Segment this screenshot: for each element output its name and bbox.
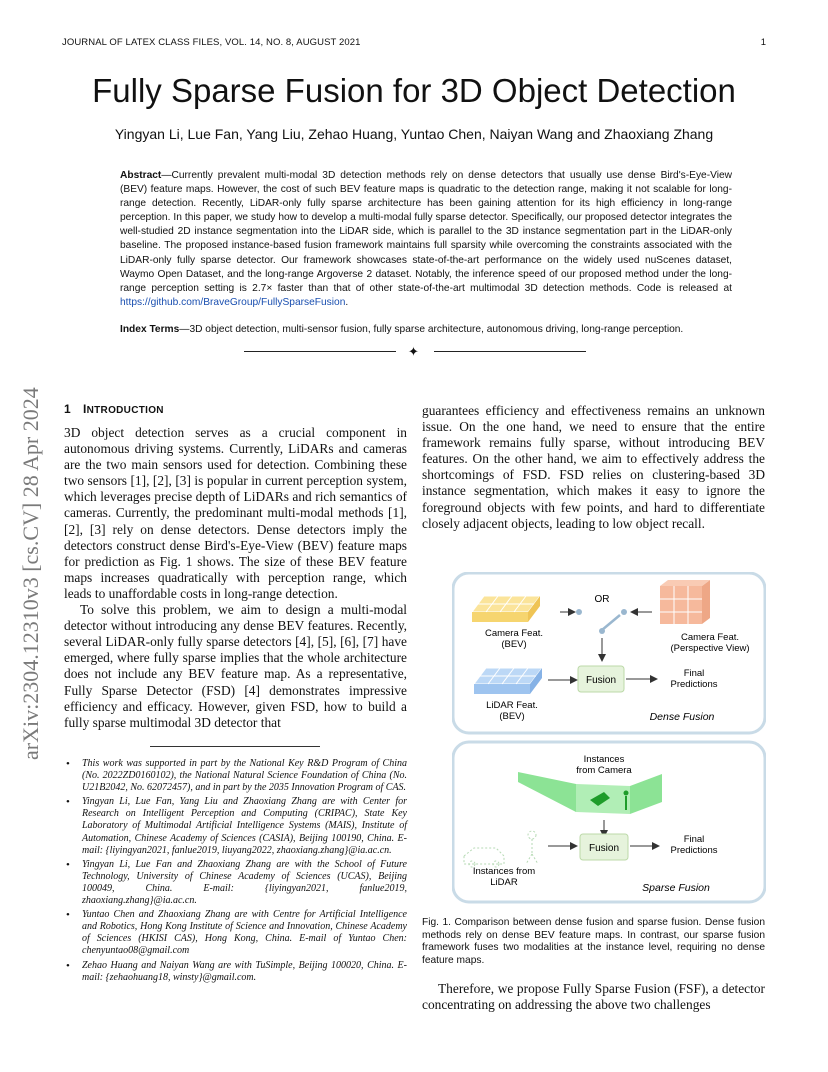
abstract-label: Abstract: [120, 170, 162, 181]
switch-node-right: [621, 609, 627, 615]
footnote-item: • Yingyan Li, Lue Fan, Yang Liu and Zhaoxiang Zhang are with Center for Research on Intelligent Perception and Computing (CRIPAC), State Key Laboratory of Multimodal Artificial Intelligence Systems (MAIS), Institute of Automation, Chinese Academy of Sciences (CASIA), Beijing 100190, China. E-mail: {liyingyan2021, fanlue2019, liuyang2022, zhaoxiang.zhang}@ia.ac.cn.: [82, 796, 407, 856]
left-column-body: [64, 425, 407, 731]
right-column-body: [422, 403, 765, 532]
figure-1: [452, 572, 766, 904]
footnote-item: • Yuntao Chen and Zhaoxiang Zhang are with Centre for Artificial Intelligence and Robotics, Hong Kong Institute of Science and Innovation, Chinese Academy of Sciences (HKISI CAS), Hong Kong, China. E-mail of Yuntao Chen: chenyuntao08@gmail.com: [82, 909, 407, 957]
instances-lidar-label: Instances from LiDAR: [472, 866, 536, 888]
abstract: Abstract—Currently prevalent multi-modal 3D detection methods rely on dense detectors that usually use dense Bird's-Eye-View (BEV) feature maps. However, the cost of such BEV feature maps is quadratic to the detection range, making it not scalable for long-range detection. Recently, LiDAR-only fully sparse architecture has been gaining attention for its high efficiency in long-range perception. In this paper, we study how to develop a multi-modal fully sparse detector. Specifically, our proposed detector integrates the well-studied 2D instance segmentation into the LiDAR side, which is parallel to the 3D instance segmentation part in the LiDAR-only baseline. The proposed instance-based fusion framework maintains full sparsity while overcoming the constraints associated with the LiDAR-only fully sparse detector. Our framework showcases state-of-the-art performance on the widely used nuScenes dataset, Waymo Open Dataset, and the long-range Argoverse 2 dataset. Notably, the inference speed of our proposed method under the long-range perception setting is 2.7× faster than that of other state-of-the-art multimodal 3D detection methods. Code is released at https://github.com/BraveGroup/FullySparseFusion.: [120, 170, 732, 308]
sparse-fusion-label: Fusion: [588, 843, 620, 854]
divider-line-right: [434, 351, 586, 352]
footnote-item: • Zehao Huang and Naiyan Wang are with TuSimple, Beijing 100020, China. E-mail: {zehaohuang18, winsty}@gmail.com.: [82, 960, 407, 984]
paragraph: guarantees efficiency and effectiveness remains an unknown issue. On the one hand, we need to ensure that the entire framework remains fully sparse, without introducing BEV features. On the other hand, we aim to effectively address the shortcomings of FSD. FSD relies on clustering-based 3D instance segmentation, which makes it easy to ignore the foreground objects with few points, and hard to differentiate closely adjacent objects, leading to low object recall.: [422, 403, 765, 531]
divider-line-left: [244, 351, 396, 352]
dense-fusion-tag: Dense Fusion: [649, 711, 715, 723]
camera-bev-grid-icon: [472, 596, 540, 622]
paper-title: Fully Sparse Fusion for 3D Object Detection: [92, 72, 736, 109]
footnote-item: • Yingyan Li, Lue Fan and Zhaoxiang Zhang are with the School of Future Technology, University of Chinese Academy of Sciences (UCAS), Beijing 100049, China. E-mail: {liyingyan2021, fanlue2019, zhaoxiang.zhang}@ia.ac.cn.: [82, 859, 407, 907]
index-terms-text: —3D object detection, multi-sensor fusion, fully sparse architecture, autonomous driving, long-range perception.: [179, 324, 684, 335]
index-terms: [120, 324, 732, 335]
section-title-first: I: [82, 402, 87, 416]
lidar-bev-label: LiDAR Feat. (BEV): [486, 700, 538, 722]
footnote-rule: [150, 746, 320, 747]
camera-bev-label: Camera Feat. (BEV): [484, 628, 544, 650]
abstract-text: —Currently prevalent multi-modal 3D detection methods rely on dense detectors that usually use dense Bird's-Eye-View (BEV) feature maps. However, the cost of such BEV feature maps is quadratic to the detection range, making it not scalable for long-range detection. Recently, LiDAR-only fully sparse architecture has been gaining attention for its high efficiency in long-range perception. In this paper, we study how to develop a multi-modal fully sparse detector. Specifically, our proposed detector integrates the well-studied 2D instance segmentation into the LiDAR side, which is parallel to the 3D instance segmentation part in the LiDAR-only baseline. The proposed instance-based fusion framework maintains full sparsity while overcoming the constraints associated with the LiDAR-only fully sparse detector. Our framework showcases state-of-the-art performance on the widely used nuScenes dataset, Waymo Open Dataset, and the long-range Argoverse 2 dataset. Notably, the inference speed of our proposed method under the long-range perception setting is 2.7× faster than that of other state-of-the-art multimodal 3D detection methods. Code is released at: [120, 170, 732, 294]
index-terms-label: Index Terms: [120, 324, 180, 335]
sparse-fusion-tag: Sparse Fusion: [642, 882, 710, 894]
divider-diamond-icon: ✦: [408, 344, 419, 359]
author-list: Yingyan Li, Lue Fan, Yang Liu, Zehao Huang, Yuntao Chen, Naiyan Wang and Zhaoxiang Zhang: [114, 126, 714, 142]
footnotes: [64, 758, 407, 986]
arxiv-identifier: arXiv:2304.12310v3 [cs.CV] 28 Apr 2024: [18, 387, 43, 760]
running-head: JOURNAL OF LATEX CLASS FILES, VOL. 14, NO. 8, AUGUST 2021: [62, 37, 361, 48]
page-number: 1: [760, 37, 766, 48]
dense-final-label: Final Predictions: [670, 668, 718, 690]
camera-perspective-grid-icon: [660, 580, 710, 624]
section-title-rest: NTRODUCTION: [86, 405, 164, 416]
paragraph: To solve this problem, we aim to design a multi-modal detector without introducing any dense BEV features. Recently, several LiDAR-only fully sparse detectors [4], [5], [6], [7] have emerged, where fully sparse implies that the whole architecture does not include any BEV feature map. As a representative, Fully Sparse Detector (FSD) [4] demonstrates impressive efficiency and efficacy. However, given FSD, how to build a fully sparse multimodal 3D detector that: [64, 602, 407, 730]
switch-node-left: [576, 609, 582, 615]
instances-camera-label: Instances from Camera: [576, 754, 632, 776]
code-link[interactable]: https://github.com/BraveGroup/FullySparseFusion: [120, 296, 346, 308]
lidar-bev-grid-icon: [474, 668, 542, 694]
camera-perspective-label: Camera Feat. (Perspective View): [670, 632, 750, 654]
sparse-final-label: Final Predictions: [670, 834, 718, 856]
figure-caption: Fig. 1. Comparison between dense fusion and sparse fusion. Dense fusion methods rely on dense BEV feature maps. In contrast, our sparse fusion framework fuses two modalities at the instance level, requiring no dense feature maps.: [422, 917, 765, 967]
section-heading: [64, 402, 164, 416]
dense-fusion-label: Fusion: [585, 675, 617, 686]
or-label: OR: [594, 594, 610, 605]
footnote-item: • This work was supported in part by the National Key R&D Program of China (No. 2022ZD0160102), the National Natural Science Foundation of China (No. U21B2042, No. 62072457), and in part by the 2035 Innovation Program of CAS.: [82, 758, 407, 794]
right-column-body-bottom: [422, 981, 765, 1013]
switch-pivot: [599, 628, 605, 634]
section-number: 1: [64, 402, 71, 416]
section-divider: [244, 346, 586, 358]
paragraph: 3D object detection serves as a crucial component in autonomous driving systems. Currently, LiDARs and cameras are the two main sensors used for detection. Combining these two sensors [1], [2], [3] is popular in current perception system, which leverages precise depth of LiDARs and rich semantics of cameras. Currently, the predominant multi-modal methods [1], [2], [3] rely on dense detectors. Dense detectors imply the detectors construct dense Bird's-Eye-View (BEV) feature maps for prediction as Fig. 1 shows. The size of these BEV feature maps increases quadratically with perception range, which leads to unaffordable costs in long-range detection.: [64, 425, 407, 601]
paragraph: Therefore, we propose Fully Sparse Fusion (FSF), a detector concentrating on addressing the above two challenges: [422, 981, 765, 1013]
